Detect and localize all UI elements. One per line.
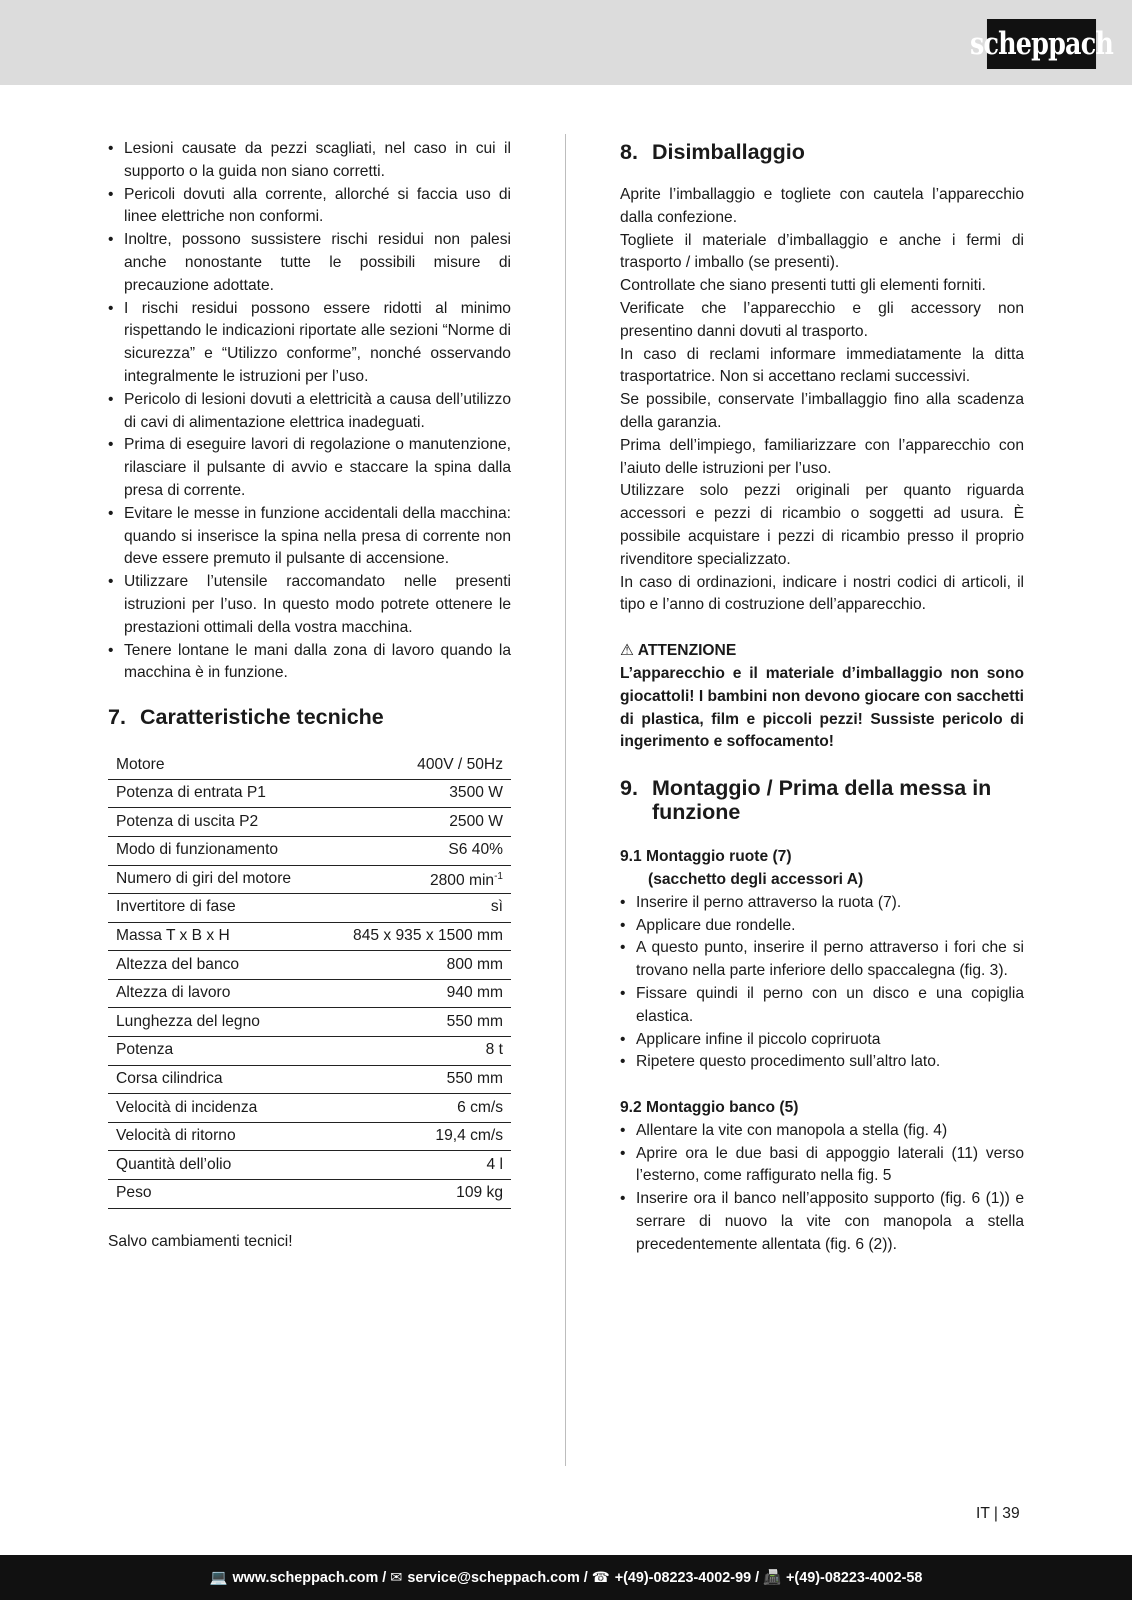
spec-value [324, 1094, 511, 1123]
table-row [108, 1065, 511, 1094]
spec-value-text: 109 kg [456, 1184, 503, 1202]
list-item: • Fissare quindi il perno con un disco e una copiglia elastica. [620, 983, 1024, 1029]
warning-heading [620, 640, 1024, 663]
spec-value-text: 2800 min [429, 871, 495, 889]
risk-bullet-list [108, 138, 511, 685]
bench-assembly-steps [620, 1120, 1024, 1257]
spec-label: Quantità dell’olio [108, 1151, 324, 1180]
paragraph: Utilizzare solo pezzi originali per quanto riguarda accessori e pezzi di ricambio o soggetti ad usura. È possibile acquistare i pezzi di ricambio presso il proprio rivenditore specializzato. [620, 482, 1024, 568]
spec-label: Velocità di ritorno [108, 1122, 324, 1151]
column-divider [565, 134, 566, 1466]
table-row [108, 779, 511, 808]
spec-value [324, 1151, 511, 1180]
warning-label: ATTENZIONE [637, 642, 737, 660]
spec-label: Velocità di incidenza [108, 1094, 324, 1123]
table-row [108, 836, 511, 865]
spec-label: Invertitore di fase [108, 894, 324, 923]
page-number: IT | 39 [976, 1505, 1020, 1522]
spec-label: Lunghezza del legno [108, 1008, 324, 1037]
paragraph: Controllate che siano presenti tutti gli elementi forniti. [620, 277, 986, 295]
section-number: 7. [108, 705, 126, 730]
table-row [108, 894, 511, 923]
section-title: Caratteristiche tecniche [140, 705, 384, 730]
spec-value-text: 3500 W [449, 784, 503, 802]
table-row [108, 1037, 511, 1066]
spec-value [324, 1037, 511, 1066]
list-item: • Lesioni causate da pezzi scagliati, nel caso in cui il supporto o la guida non siano corretti. [108, 138, 511, 184]
right-column [620, 138, 1024, 1257]
spec-value-text: 4 l [486, 1155, 503, 1173]
table-row [108, 808, 511, 837]
website-link[interactable]: www.scheppach.com [232, 1569, 379, 1586]
spec-label: Modo di funzionamento [108, 836, 324, 865]
spec-label: Corsa cilindrica [108, 1065, 324, 1094]
fax-icon: 📠 [763, 1570, 782, 1586]
list-item: • Applicare due rondelle. [620, 915, 1024, 938]
spec-label: Altezza del banco [108, 951, 324, 980]
spec-label: Potenza di entrata P1 [108, 779, 324, 808]
list-item: • A questo punto, inserire il perno attraverso i fori che si trovano nella parte inferiore dello spaccalegna (fig. 3). [620, 937, 1024, 983]
list-item: • Ripetere questo procedimento sull’altro lato. [620, 1051, 1024, 1074]
spec-value [324, 979, 511, 1008]
mail-icon: ✉ [390, 1569, 403, 1586]
spec-value-text: 845 x 935 x 1500 mm [353, 927, 503, 945]
list-item: • Prima di eseguire lavori di regolazione o manutenzione, rilasciare il pulsante di avvio e staccare la spina dalla presa di corrente. [108, 434, 511, 502]
scheppach-logo: scheppach [987, 19, 1096, 69]
list-item: • Inoltre, possono sussistere rischi residui non palesi anche nonostante tutte le possibili misure di precauzione adottate. [108, 229, 511, 297]
warning-text: L’apparecchio e il materiale d’imballaggio non sono giocattoli! I bambini non devono giocare con sacchetti di plastica, film e piccoli pezzi! Sussiste pericolo di ingerimento e soffocamento! [620, 664, 1024, 751]
table-row [108, 951, 511, 980]
list-item: • I rischi residui possono essere ridotti al minimo rispettando le indicazioni riportate alle sezioni “Norme di sicurezza” e “Utilizzo conforme”, nonché osservando integralmente le istruzioni per l’uso. [108, 298, 511, 389]
spec-value [324, 951, 511, 980]
paragraph: Aprite l’imballaggio e togliete con cautela l’apparecchio dalla confezione. [620, 186, 1024, 226]
header-band [0, 0, 1132, 85]
spec-value-text: 550 mm [446, 1012, 503, 1030]
section-8-heading [620, 140, 1024, 164]
subsection-title: 9.1 Montaggio ruote (7) [620, 848, 792, 866]
spec-label: Numero di giri del motore [108, 865, 324, 894]
subsection-subtitle: (sacchetto degli accessori A) [648, 870, 864, 888]
table-row [108, 1122, 511, 1151]
section-number: 9. [620, 776, 638, 801]
list-item: • Utilizzare l’utensile raccomandato nelle presenti istruzioni per l’uso. In questo modo potrete ottenere le prestazioni ottimali della vostra macchina. [108, 571, 511, 639]
list-item: • Inserire ora il banco nell’apposito supporto (fig. 6 (1)) e serrare di nuovo la vite con manopola a stella precedentemente allentata (fig. 6 (2)). [620, 1188, 1024, 1256]
table-row [108, 979, 511, 1008]
spec-value [324, 1065, 511, 1094]
spec-value [324, 894, 511, 923]
spec-label: Motore [108, 751, 324, 779]
list-item: • Tenere lontane le mani dalla zona di lavoro quando la macchina è in funzione. [108, 640, 511, 686]
spec-value [324, 836, 511, 865]
section-7-heading [108, 705, 511, 729]
spec-value [324, 922, 511, 951]
spec-value-text: 2500 W [449, 812, 503, 830]
spec-value [324, 751, 511, 779]
paragraph: Se possibile, conservate l’imballaggio fino alla scadenza della garanzia. [620, 391, 1024, 431]
section-title: Montaggio / Prima della messa in funzione [652, 776, 992, 825]
spec-label: Potenza [108, 1037, 324, 1066]
computer-icon: 💻 [209, 1570, 228, 1586]
spec-value [324, 865, 511, 894]
unpacking-paragraphs [620, 184, 1024, 617]
spec-label: Potenza di uscita P2 [108, 808, 324, 837]
section-title: Disimballaggio [652, 140, 805, 164]
section-number: 8. [620, 140, 638, 164]
paragraph: In caso di reclami informare immediatamente la ditta trasportatrice. Non si accettano reclami successivi. [620, 345, 1024, 386]
spec-value-text: 550 mm [446, 1070, 503, 1088]
technical-data-table [108, 751, 511, 1209]
spec-value-text: S6 40% [448, 841, 503, 859]
footer-bar: 💻 www.scheppach.com / ✉ service@scheppach.com / ☎ +(49)-08223-4002-99 / 📠 +(49)-08223-4002-58 [0, 1555, 1132, 1600]
table-row [108, 751, 511, 779]
list-item: • Pericoli dovuti alla corrente, allorché si faccia uso di linee elettriche non conformi. [108, 184, 511, 230]
paragraph: In caso di ordinazioni, indicare i nostri codici di articoli, il tipo e l’anno di costruzione dell’apparecchio. [620, 573, 1024, 614]
spec-value-text: 940 mm [446, 984, 503, 1002]
spec-label: Massa T x B x H [108, 922, 324, 951]
spec-value-exponent: -1 [494, 870, 503, 882]
list-item: • Applicare infine il piccolo copriruota [620, 1029, 1024, 1052]
list-item: • Evitare le messe in funzione accidentali della macchina: quando si inserisce la spina nella presa di corrente non deve essere premuto il pulsante di accensione. [108, 503, 511, 571]
spec-label: Peso [108, 1180, 324, 1209]
table-row [108, 922, 511, 951]
spec-label: Altezza di lavoro [108, 979, 324, 1008]
spec-value-text: 8 t [485, 1041, 503, 1059]
table-row [108, 1094, 511, 1123]
fax-number: +(49)-08223-4002-58 [786, 1569, 923, 1586]
wheel-assembly-steps [620, 892, 1024, 1074]
spec-value-text: 400V / 50Hz [417, 755, 503, 773]
warning-triangle-icon: ⚠ [620, 642, 634, 660]
table-row [108, 865, 511, 894]
spec-value-text: sì [490, 898, 503, 916]
email-link[interactable]: service@scheppach.com [407, 1569, 580, 1586]
phone-icon: ☎ [591, 1569, 610, 1586]
spec-value [324, 1180, 511, 1209]
spec-value [324, 808, 511, 837]
spec-value-text: 800 mm [446, 955, 503, 973]
spec-value [324, 1008, 511, 1037]
table-row [108, 1151, 511, 1180]
list-item: • Allentare la vite con manopola a stella (fig. 4) [620, 1120, 1024, 1143]
table-row [108, 1008, 511, 1037]
list-item: • Pericolo di lesioni dovuti a elettricità a causa dell’utilizzo di cavi di alimentazione elettrica inadeguati. [108, 389, 511, 435]
subsection-9-1-heading [620, 846, 1024, 892]
list-item: • Inserire il perno attraverso la ruota (7). [620, 892, 1024, 915]
spec-value [324, 1122, 511, 1151]
paragraph: Verificate che l’apparecchio e gli accessory non presentino danni dovuti al trasporto. [620, 299, 1024, 340]
table-row [108, 1180, 511, 1209]
left-column [108, 138, 511, 1253]
spec-value-text: 19,4 cm/s [435, 1127, 503, 1145]
phone-number: +(49)-08223-4002-99 [614, 1569, 752, 1586]
paragraph: Prima dell’impiego, familiarizzare con l’apparecchio con l’aiuto delle istruzioni per l’uso. [620, 436, 1024, 477]
spec-value-text: 6 cm/s [457, 1098, 503, 1116]
spec-value [324, 779, 511, 808]
list-item: • Aprire ora le due basi di appoggio laterali (11) verso l’esterno, come raffigurato nella fig. 5 [620, 1143, 1024, 1189]
section-9-heading [620, 776, 1024, 824]
paragraph: Togliete il materiale d’imballaggio e anche i fermi di trasporto / imballo (se presenti). [620, 231, 1024, 272]
subsection-9-2-heading: 9.2 Montaggio banco (5) [620, 1099, 799, 1117]
technical-changes-note: Salvo cambiamenti tecnici! [108, 1232, 293, 1250]
